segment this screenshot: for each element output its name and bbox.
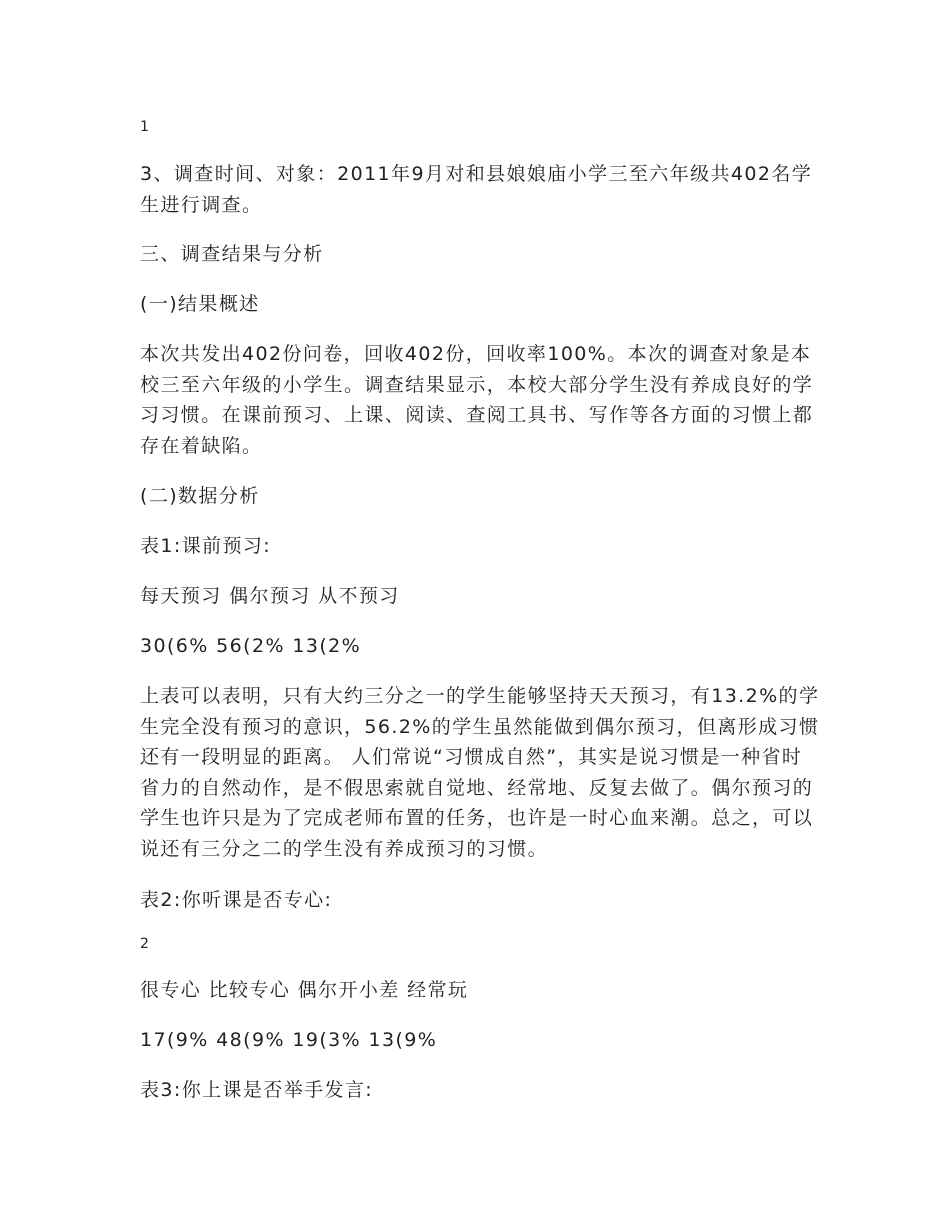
table2-header-row: 很专心 比较专心 偶尔开小差 经常玩 <box>140 979 469 1001</box>
table1-header-row: 每天预习 偶尔预习 从不预习 <box>140 585 400 607</box>
table2-values-row: 17(9% 48(9% 19(3% 13(9% <box>140 1029 438 1051</box>
survey-time-paragraph: 3、调查时间、对象：2011年9月对和县娘娘庙小学三至六年级共402名学生进行调查。 <box>140 163 813 216</box>
page-number-2: 2 <box>140 936 149 952</box>
table1-analysis-paragraph: 上表可以表明，只有大约三分之一的学生能够坚持天天预习，有13.2%的学生完全没有预习的意识，56.2%的学生虽然能做到偶尔预习，但离形成习惯还有一段明显的距离。 人们常说“习惯成自然”，其实是说习惯是一种省时省力的自然动作，是不假思索就自觉地、经常地、反复去做了。偶尔预习的学生也许只是为了完成老师布置的任务，也许是一时心血来潮。总之，可以说还有三分之二的学生没有养成预习的习惯。 <box>140 685 820 860</box>
table3-title: 表3:你上课是否举手发言: <box>140 1079 374 1101</box>
table1-values-row: 30(6% 56(2% 13(2% <box>140 635 362 657</box>
page-number-1: 1 <box>140 119 149 135</box>
result-overview-paragraph: 本次共发出402份问卷，回收402份，回收率100%。本次的调查对象是本校三至六年级的小学生。调查结果显示，本校大部分学生没有养成良好的学习习惯。在课前预习、上课、阅读、查阅工具书、写作等各方面的习惯上都存在着缺陷。 <box>140 343 814 457</box>
result-overview-heading: (一)结果概述 <box>140 293 260 315</box>
table1-title: 表1:课前预习: <box>140 535 272 557</box>
data-analysis-heading: (二)数据分析 <box>140 485 260 507</box>
table2-title: 表2:你听课是否专心: <box>140 889 333 911</box>
section-three-heading: 三、调查结果与分析 <box>140 243 324 265</box>
